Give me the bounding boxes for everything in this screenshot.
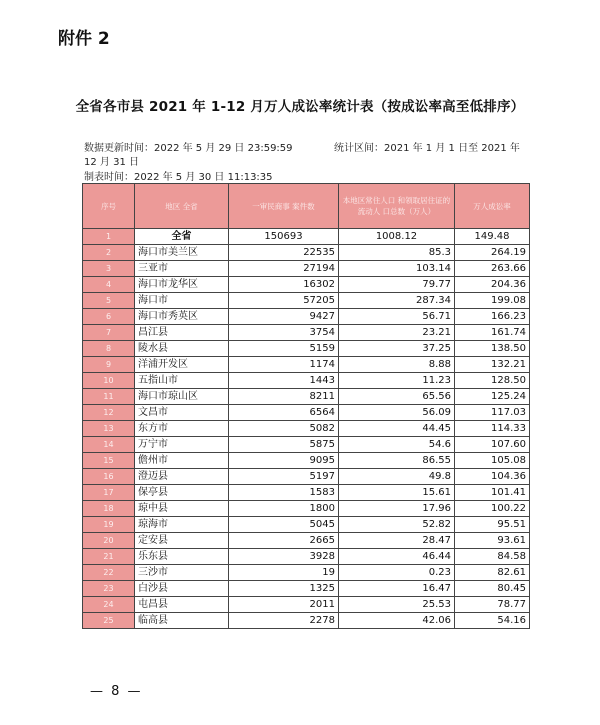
row-index: 3 [83,261,135,277]
row-rate: 54.16 [455,613,530,629]
row-index: 11 [83,389,135,405]
row-region: 陵水县 [135,341,229,357]
row-case-count: 19 [229,565,339,581]
row-case-count: 8211 [229,389,339,405]
header-population: 本地区常住人口 和领取居住证的流动人 口总数（万人） [339,184,455,229]
row-rate: 101.41 [455,485,530,501]
row-rate: 199.08 [455,293,530,309]
row-case-count: 5875 [229,437,339,453]
row-case-count: 1325 [229,581,339,597]
table-row [83,357,530,373]
row-case-count: 150693 [229,229,339,245]
row-region: 屯昌县 [135,597,229,613]
header-region: 地区 全省 [135,184,229,229]
row-index: 19 [83,517,135,533]
row-rate: 80.45 [455,581,530,597]
table-row [83,229,530,245]
row-case-count: 6564 [229,405,339,421]
row-rate: 138.50 [455,341,530,357]
row-index: 20 [83,533,135,549]
row-rate: 117.03 [455,405,530,421]
row-population: 86.55 [339,453,455,469]
row-rate: 100.22 [455,501,530,517]
row-index: 14 [83,437,135,453]
row-case-count: 2665 [229,533,339,549]
row-region: 琼中县 [135,501,229,517]
row-rate: 264.19 [455,245,530,261]
row-population: 8.88 [339,357,455,373]
row-rate: 161.74 [455,325,530,341]
row-index: 16 [83,469,135,485]
row-case-count: 5082 [229,421,339,437]
row-region: 五指山市 [135,373,229,389]
row-index: 12 [83,405,135,421]
table-row [83,565,530,581]
table-row [83,549,530,565]
table-row [83,581,530,597]
row-region: 海口市 [135,293,229,309]
table-header-row [83,184,530,229]
row-case-count: 5197 [229,469,339,485]
row-case-count: 2011 [229,597,339,613]
row-index: 22 [83,565,135,581]
table-row [83,453,530,469]
row-region: 全省 [135,229,229,245]
table-row [83,341,530,357]
row-region: 昌江县 [135,325,229,341]
row-rate: 105.08 [455,453,530,469]
header-index: 序号 [83,184,135,229]
row-index: 4 [83,277,135,293]
row-case-count: 3928 [229,549,339,565]
row-population: 44.45 [339,421,455,437]
row-rate: 125.24 [455,389,530,405]
row-rate: 104.36 [455,469,530,485]
row-index: 9 [83,357,135,373]
row-population: 79.77 [339,277,455,293]
row-rate: 107.60 [455,437,530,453]
row-case-count: 9427 [229,309,339,325]
row-index: 5 [83,293,135,309]
row-region: 临高县 [135,613,229,629]
row-index: 7 [83,325,135,341]
table-row [83,533,530,549]
row-case-count: 1800 [229,501,339,517]
row-region: 琼海市 [135,517,229,533]
attachment-label: 附件 2 [58,29,110,49]
row-rate: 114.33 [455,421,530,437]
row-rate: 82.61 [455,565,530,581]
table-made-time: 制表时间：2022 年 5 月 30 日 11:13:35 [84,172,273,183]
row-population: 1008.12 [339,229,455,245]
row-population: 46.44 [339,549,455,565]
row-population: 52.82 [339,517,455,533]
row-population: 17.96 [339,501,455,517]
row-population: 23.21 [339,325,455,341]
row-case-count: 2278 [229,613,339,629]
row-index: 25 [83,613,135,629]
row-population: 0.23 [339,565,455,581]
table-row [83,421,530,437]
row-rate: 95.51 [455,517,530,533]
statistics-period: 统计区间：2021 年 1 月 1 日至 2021 年 [334,143,520,154]
row-case-count: 1174 [229,357,339,373]
row-population: 15.61 [339,485,455,501]
row-rate: 84.58 [455,549,530,565]
row-case-count: 27194 [229,261,339,277]
table-row [83,325,530,341]
table-row [83,437,530,453]
header-rate: 万人成讼率 [455,184,530,229]
row-population: 11.23 [339,373,455,389]
table-row [83,613,530,629]
row-region: 海口市琼山区 [135,389,229,405]
document-title: 全省各市县 2021 年 1-12 月万人成讼率统计表（按成讼率高至低排序） [75,99,525,115]
row-region: 三沙市 [135,565,229,581]
row-population: 65.56 [339,389,455,405]
row-rate: 132.21 [455,357,530,373]
row-case-count: 1583 [229,485,339,501]
row-index: 6 [83,309,135,325]
row-index: 17 [83,485,135,501]
row-population: 25.53 [339,597,455,613]
row-region: 东方市 [135,421,229,437]
row-rate: 263.66 [455,261,530,277]
row-region: 乐东县 [135,549,229,565]
row-population: 28.47 [339,533,455,549]
row-region: 白沙县 [135,581,229,597]
row-population: 54.6 [339,437,455,453]
row-index: 24 [83,597,135,613]
row-index: 8 [83,341,135,357]
row-region: 洋浦开发区 [135,357,229,373]
table-row [83,277,530,293]
row-index: 18 [83,501,135,517]
period-end-date: 12 月 31 日 [84,157,139,168]
row-case-count: 5045 [229,517,339,533]
row-rate: 78.77 [455,597,530,613]
row-population: 56.09 [339,405,455,421]
row-index: 21 [83,549,135,565]
table-row [83,373,530,389]
table-row [83,405,530,421]
header-case-count: 一审民商事 案件数 [229,184,339,229]
row-rate: 149.48 [455,229,530,245]
row-population: 85.3 [339,245,455,261]
row-case-count: 16302 [229,277,339,293]
table-row [83,485,530,501]
row-index: 1 [83,229,135,245]
row-index: 13 [83,421,135,437]
row-index: 10 [83,373,135,389]
row-population: 16.47 [339,581,455,597]
row-case-count: 22535 [229,245,339,261]
table-row [83,517,530,533]
row-region: 保亭县 [135,485,229,501]
table-row [83,309,530,325]
table-row [83,293,530,309]
table-row [83,389,530,405]
row-region: 澄迈县 [135,469,229,485]
row-population: 49.8 [339,469,455,485]
row-index: 15 [83,453,135,469]
row-case-count: 57205 [229,293,339,309]
row-index: 23 [83,581,135,597]
table-row [83,245,530,261]
row-population: 287.34 [339,293,455,309]
page-number: — 8 — [90,684,143,699]
row-region: 定安县 [135,533,229,549]
row-case-count: 5159 [229,341,339,357]
row-region: 海口市龙华区 [135,277,229,293]
row-region: 三亚市 [135,261,229,277]
row-population: 37.25 [339,341,455,357]
row-rate: 93.61 [455,533,530,549]
row-index: 2 [83,245,135,261]
row-region: 万宁市 [135,437,229,453]
row-region: 海口市美兰区 [135,245,229,261]
row-case-count: 9095 [229,453,339,469]
row-rate: 166.23 [455,309,530,325]
row-case-count: 3754 [229,325,339,341]
row-region: 文昌市 [135,405,229,421]
table-row [83,501,530,517]
row-population: 103.14 [339,261,455,277]
row-population: 56.71 [339,309,455,325]
row-region: 海口市秀英区 [135,309,229,325]
data-update-time: 数据更新时间：2022 年 5 月 29 日 23:59:59 [84,143,293,154]
row-region: 儋州市 [135,453,229,469]
table-row [83,597,530,613]
row-population: 42.06 [339,613,455,629]
table-row [83,469,530,485]
table-row [83,261,530,277]
row-rate: 204.36 [455,277,530,293]
statistics-table [82,183,530,629]
row-case-count: 1443 [229,373,339,389]
row-rate: 128.50 [455,373,530,389]
